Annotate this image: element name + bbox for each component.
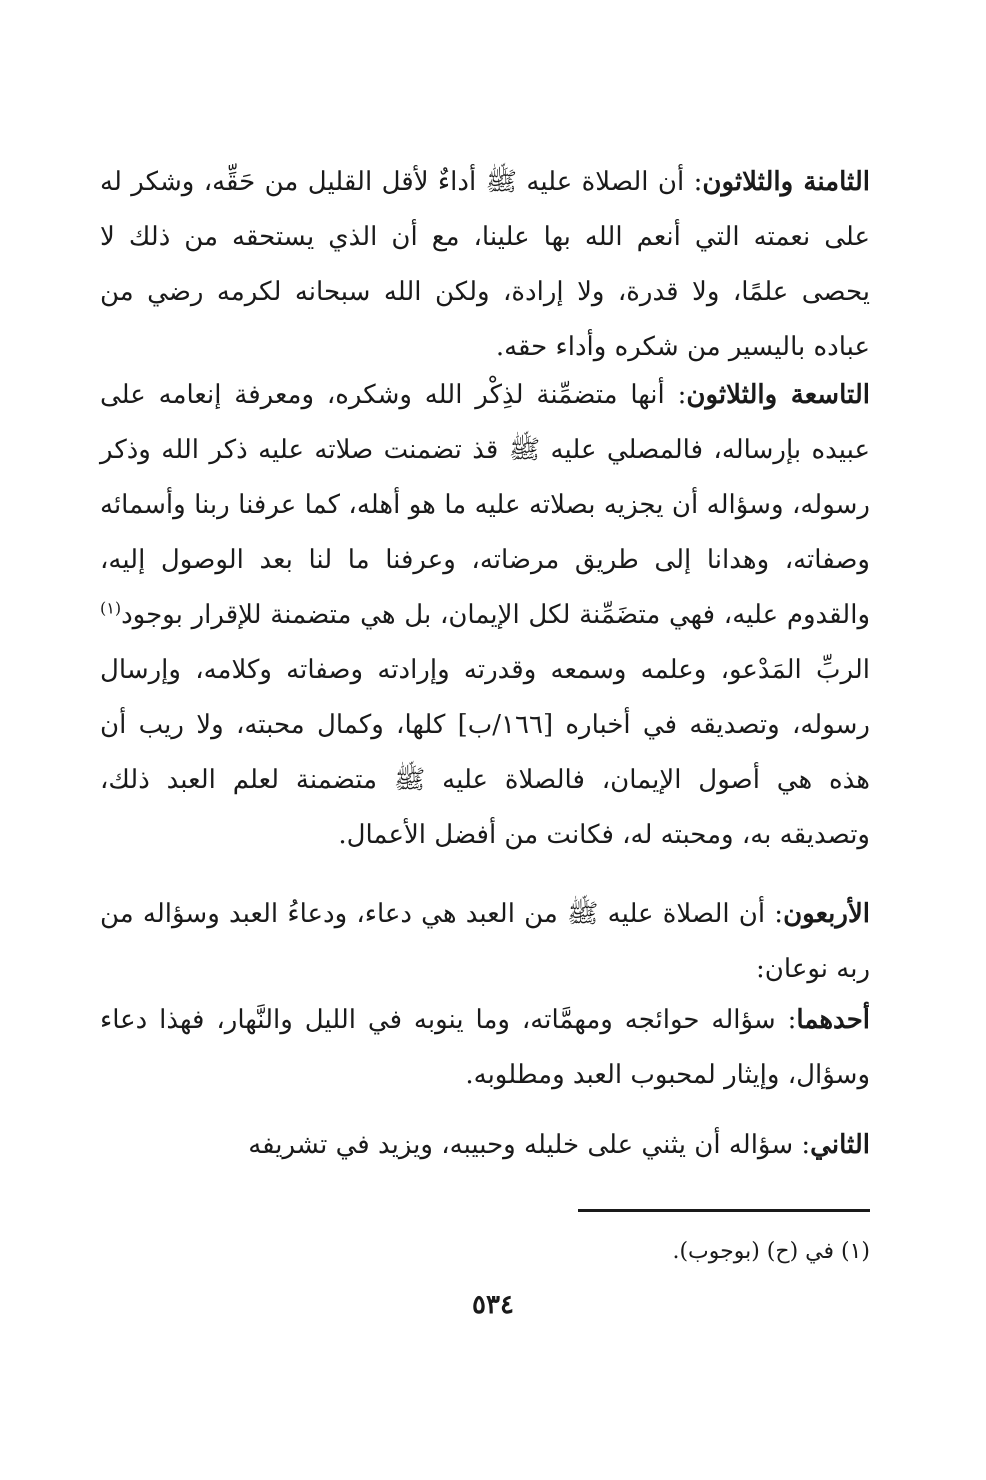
paragraph-text: : أن الصلاة عليه ﷺ أداءٌ لأقل القليل من حَقِّه، وشكر له على نعمته التي أنعم الله بها علينا، مع أن الذي يستحقه من ذلك لا يحصى علمًا، ولا قدرة، ولا إرادة، ولكن الله سبحانه لكرمه رضي من عباده باليسير من شكره وأداء حقه. xyxy=(100,167,871,362)
paragraph-first-type xyxy=(100,993,870,1103)
paragraph-text: : أن الصلاة عليه ﷺ من العبد هي دعاء، ودعاءُ العبد وسؤاله من ربه نوعان: xyxy=(100,899,870,984)
paragraph-text-continued: الربِّ المَدْعو، وعلمه وسمعه وقدرته وإرادته وصفاته وكلامه، وإرسال رسوله، وتصديقه في أخباره [١٦٦/ب] كلها، وكمال محبته، ولا ريب أن هذه هي أصول الإيمان، فالصلاة عليه ﷺ متضمنة لعلم العبد ذلك، وتصديقه به، ومحبته له، فكانت من أفضل الأعمال. xyxy=(100,655,870,850)
paragraph-text: : سؤاله حوائجه ومهمَّاته، وما ينوبه في الليل والنَّهار، فهذا دعاء وسؤال، وإيثار لمحبوب العبد ومطلوبه. xyxy=(100,1005,870,1090)
paragraph-40 xyxy=(100,887,870,997)
paragraph-heading: الأربعون xyxy=(783,899,870,929)
paragraph-text: : أنها متضمِّنة لذِكْر الله وشكره، ومعرفة إنعامه على عبيده بإرساله، فالمصلي عليه ﷺ قذ تضمنت صلاته عليه ذكر الله وذكر رسوله، وسؤاله أن يجزيه بصلاته عليه ما هو أهله، كما عرفنا ربنا وأسمائه وصفاته، وهدانا إلى طريق مرضاته، وعرفنا ما لنا بعد الوصول إليه، والقدوم عليه، فهي متضَمِّنة لكل الإيمان، بل هي متضمنة للإقرار بوجود xyxy=(100,380,870,630)
footnote-divider xyxy=(578,1209,870,1212)
page-number: ٥٣٤ xyxy=(472,1290,514,1320)
paragraph-heading: التاسعة والثلاثون xyxy=(686,380,870,410)
paragraph-second-type xyxy=(100,1118,870,1173)
paragraph-heading: أحدهما xyxy=(796,1005,870,1035)
paragraph-39 xyxy=(100,368,870,863)
footnote-reference[interactable]: (١) xyxy=(100,598,122,618)
footnote: (١) في (ح) (بوجوب). xyxy=(672,1239,870,1264)
paragraph-heading: الثامنة والثلاثون xyxy=(702,167,871,197)
paragraph-text: : سؤاله أن يثني على خليله وحبيبه، ويزيد في تشريفه xyxy=(248,1130,811,1160)
paragraph-38 xyxy=(100,155,870,375)
paragraph-heading: الثاني xyxy=(810,1130,870,1160)
